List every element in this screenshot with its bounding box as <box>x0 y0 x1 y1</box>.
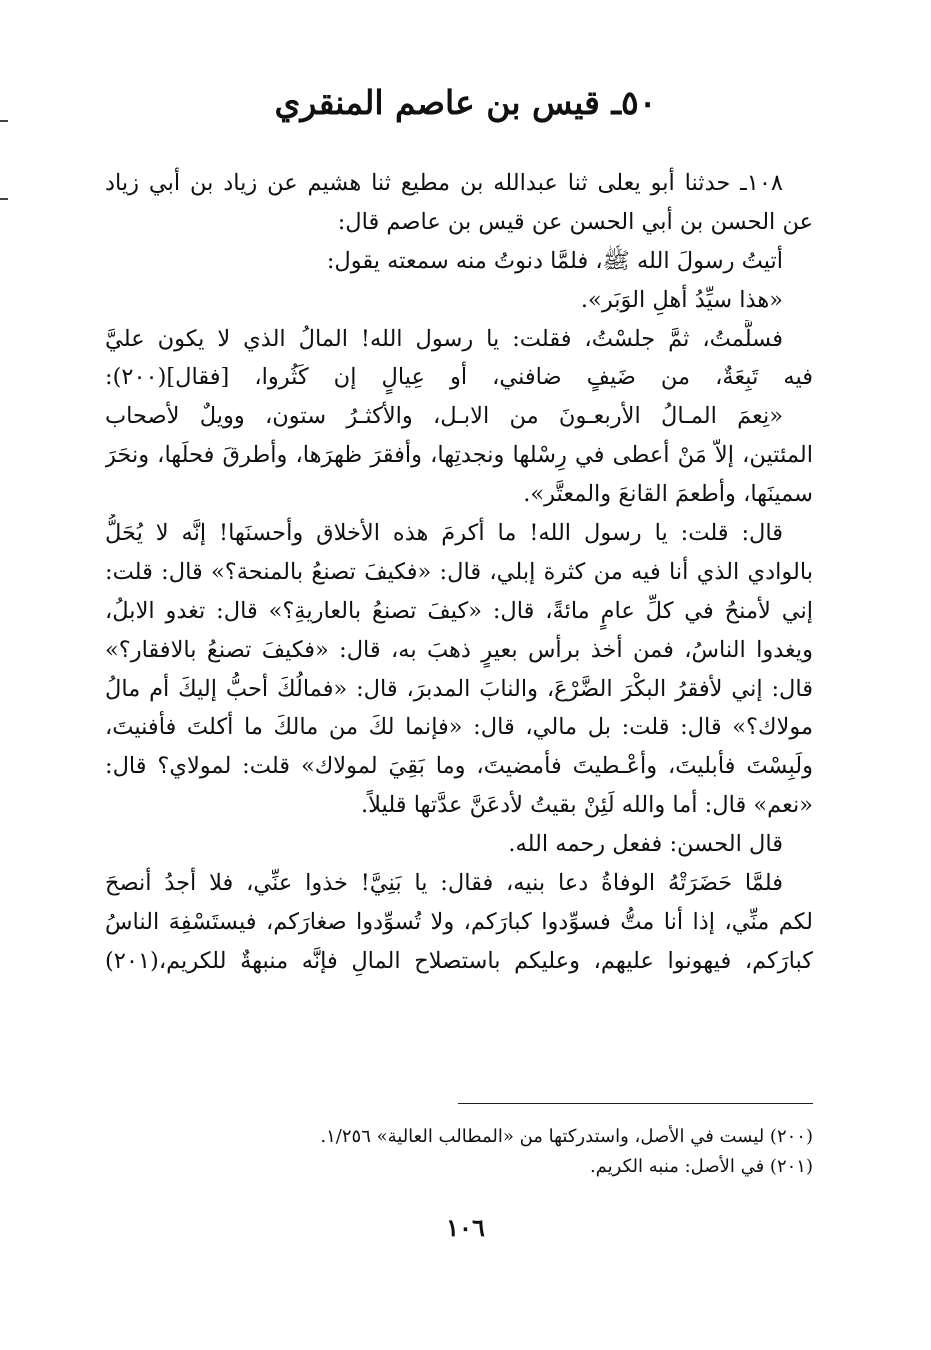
text-line: بالوادي الذي أنا فيه من كثرة إبلي، قال: «فكيفَ تصنعُ بالمنحة؟» قال: قلت: <box>105 558 813 585</box>
text-line: لكم منِّي، إذا أنا متُّ فسوِّدوا كبارَكم، ولا تُسوِّدوا صغارَكم، فيستَسْفِهَ الناسُ <box>105 908 813 935</box>
page-number: ١٠٦ <box>446 1213 485 1242</box>
text-line: سمينَها، وأطعمَ القانعَ والمعتَّر». <box>523 481 813 508</box>
text-line: «هذا سيِّدُ أهلِ الوَبَر». <box>580 286 783 313</box>
text-line: ولَبِسْتَ فأبليتَ، وأعْـطيتَ فأمضيتَ، وما بَقِيَ لمولاك» قلت: لمولاي؟ قال: <box>105 753 813 780</box>
body-text <box>105 164 813 981</box>
text-line: «نِعمَ المـالُ الأربعـونَ من الابـل، والأكثـرُ ستون، وويلٌ لأصحاب <box>105 403 783 430</box>
text-line: فلمَّا حَضَرَتْهُ الوفاةُ دعا بنيه، فقال: يا بَنِيَّ! خذوا عنِّي، فلا أجدُ أنصحَ <box>105 870 783 897</box>
chapter-title: ٥٠ـ قيس بن عاصم المنقري <box>274 83 657 122</box>
text-line: أتيتُ رسولَ الله ﷺ، فلمَّا دنوتُ منه سمعته يقول: <box>326 247 783 274</box>
footnotes <box>105 1122 813 1182</box>
text-line: فيه تَبِعَةٌ، من ضَيفٍ ضافني، أو عِيالٍ إن كَثُروا، [فقال](٢٠٠): <box>105 364 813 391</box>
text-line: قال الحسن: ففعل رحمه الله. <box>508 831 783 858</box>
text-line: ويغدوا الناسُ، فمن أخذ برأس بعيرٍ ذهبَ به، قال: «فكيفَ تصنعُ بالافقار؟» <box>105 636 813 663</box>
footnote: (٢٠١) في الأصل: منبه الكريم. <box>589 1156 813 1177</box>
text-line: ١٠٨ـ حدثنا أبو يعلى ثنا عبدالله بن مطيع ثنا هشيم عن زياد بن أبي زياد <box>105 170 783 196</box>
footnote: (٢٠٠) ليست في الأصل، واستدركتها من «المطالب العالية» ١/٢٥٦. <box>320 1126 813 1147</box>
text-line: إني لأمنحُ في كلِّ عامٍ مائةً، قال: «كيفَ تصنعُ بالعاريةِ؟» قال: تغدو الابلُ، <box>105 597 813 624</box>
text-line: عن الحسن بن أبي الحسن عن قيس بن عاصم قال: <box>337 208 813 235</box>
text-line: مولاك؟» قال: قلت: بل مالي، قال: «فإنما لكَ من مالكَ ما أكلتَ فأفنيتَ، <box>105 714 813 741</box>
text-line: المئتين، إلاّ مَنْ أعطى في رِسْلها ونجدتِها، وأفقرَ ظهرَها، وأطرقَ فحلَها، ونحَرَ <box>105 442 813 469</box>
text-line: قال: إني لأفقرُ البكْرَ الضَّرْعَ، والنابَ المدبرَ، قال: «فمالُكَ أحبُّ إليكَ أم مالُ <box>105 675 813 702</box>
text-line: فسلَّمتُ، ثمَّ جلسْتُ، فقلت: يا رسول الله! المالُ الذي لا يكون عليَّ <box>105 325 783 352</box>
text-line: «نعم» قال: أما والله لَئِنْ بقيتُ لأدعَنَّ عدَّتها قليلاً. <box>360 792 813 819</box>
footnote-separator <box>458 1103 813 1104</box>
text-line: كبارَكم، فيهونوا عليهم، وعليكم باستصلاح المالِ فإنَّه منبهةٌ للكريم،(٢٠١) <box>105 947 813 974</box>
scan-edge-mark <box>0 198 8 200</box>
text-line: قال: قلت: يا رسول الله! ما أكرمَ هذه الأخلاق وأحسنَها! إنَّه لا يُحَلُّ <box>105 520 783 547</box>
